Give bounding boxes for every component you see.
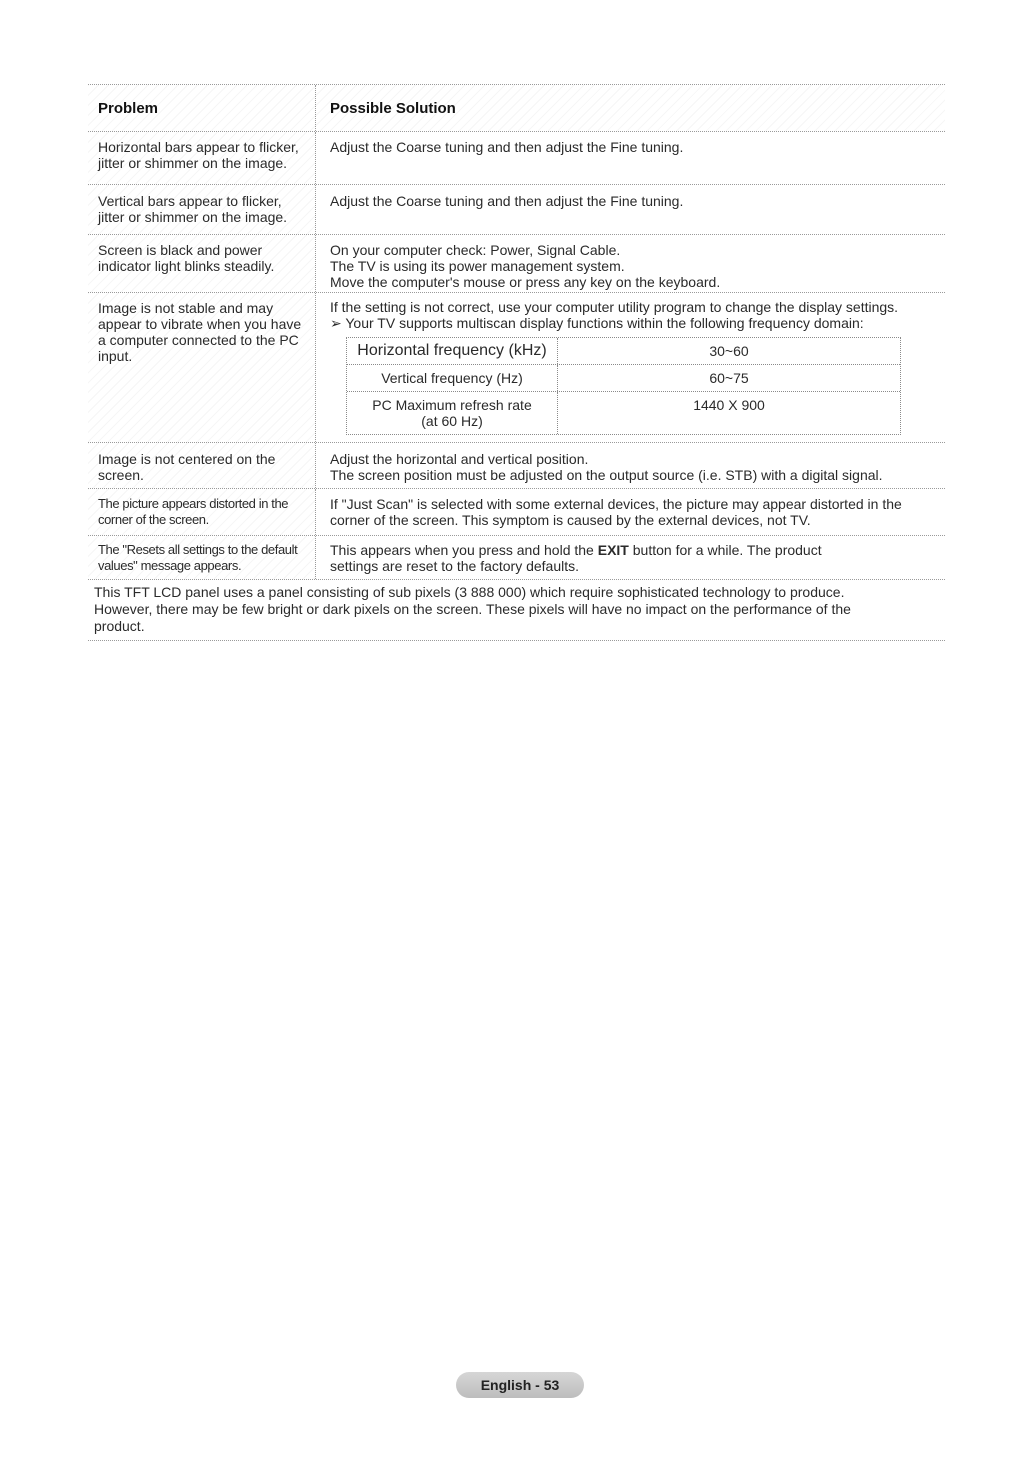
problem-cell — [88, 293, 316, 442]
solution-cell — [316, 235, 945, 292]
problem-line: screen. — [98, 467, 144, 483]
solution-line: corner of the screen. This symptom is caused by the external devices, not TV. — [330, 512, 811, 528]
problem-line: jitter or shimmer on the image. — [98, 155, 288, 171]
table-header — [88, 84, 945, 132]
solution-cell — [316, 489, 945, 535]
problem-cell — [88, 185, 316, 234]
problem-line: Image is not centered on the — [98, 451, 276, 467]
frequency-value: 30~60 — [709, 343, 749, 359]
solution-line — [330, 542, 945, 558]
problem-line: appear to vibrate when you have — [98, 316, 302, 332]
frequency-label: Vertical frequency (Hz) — [347, 365, 558, 391]
solution-text: button for a while. The product — [628, 542, 822, 558]
solution-cell — [316, 443, 945, 488]
troubleshooting-table — [88, 84, 945, 641]
solution-line: The screen position must be adjusted on the output source (i.e. STB) with a digital signal. — [330, 467, 883, 483]
solution-text: This appears when you press and hold the — [330, 542, 598, 558]
solution-line: settings are reset to the factory defaults. — [330, 558, 580, 574]
problem-line: a computer connected to the PC — [98, 332, 299, 348]
table-row — [88, 293, 945, 443]
problem-cell — [88, 132, 316, 184]
problem-line: corner of the screen. — [98, 512, 209, 527]
problem-cell — [88, 489, 316, 535]
solution-line: ➢ Your TV supports multiscan display functions within the following frequency domain: — [330, 315, 864, 331]
problem-cell — [88, 443, 316, 488]
table-row — [88, 132, 945, 185]
problem-line: Image is not stable and may — [98, 300, 274, 316]
solution-line: Adjust the Coarse tuning and then adjust the Fine tuning. — [330, 139, 684, 155]
solution-line: If "Just Scan" is selected with some external devices, the picture may appear distorted in the — [330, 496, 902, 512]
header-problem: Problem — [88, 85, 316, 131]
problem-line: indicator light blinks steadily. — [98, 258, 275, 274]
table-row — [88, 185, 945, 235]
note-line: This TFT LCD panel uses a panel consisting of sub pixels (3 888 000) which require sophisticated technology to produce. — [94, 584, 845, 600]
note-line: However, there may be few bright or dark pixels on the screen. These pixels will have no impact on the performance of the — [94, 601, 851, 617]
table-row — [88, 536, 945, 580]
frequency-value: 1440 X 900 — [693, 397, 765, 413]
frequency-label: Horizontal frequency (kHz) — [347, 338, 558, 364]
problem-line: values" message appears. — [98, 558, 242, 573]
solution-line: Adjust the horizontal and vertical position. — [330, 451, 589, 467]
problem-line: input. — [98, 348, 133, 364]
solution-line: The TV is using its power management system. — [330, 258, 625, 274]
solution-line: Adjust the Coarse tuning and then adjust the Fine tuning. — [330, 193, 684, 209]
table-row — [88, 489, 945, 536]
problem-line: Horizontal bars appear to flicker, — [98, 139, 299, 155]
solution-line: On your computer check: Power, Signal Cable. — [330, 242, 621, 258]
solution-cell — [316, 536, 945, 579]
problem-cell — [88, 536, 316, 579]
problem-line: Screen is black and power — [98, 242, 263, 258]
pixel-note — [88, 580, 945, 641]
solution-cell — [316, 185, 945, 234]
solution-cell — [316, 293, 945, 442]
problem-line: The "Resets all settings to the default — [98, 542, 298, 557]
problem-line: jitter or shimmer on the image. — [98, 209, 288, 225]
frequency-label: PC Maximum refresh rate — [372, 397, 532, 413]
note-line: product. — [94, 618, 145, 634]
problem-line: The picture appears distorted in the — [98, 496, 289, 511]
solution-line: Move the computer's mouse or press any key on the keyboard. — [330, 274, 721, 290]
problem-cell — [88, 235, 316, 292]
frequency-row — [347, 338, 900, 365]
page-number-badge: English - 53 — [456, 1372, 584, 1398]
table-row — [88, 235, 945, 293]
frequency-table — [346, 337, 901, 435]
frequency-row — [347, 392, 900, 434]
frequency-label-cell — [347, 392, 558, 434]
frequency-row — [347, 365, 900, 392]
problem-line: Vertical bars appear to flicker, — [98, 193, 282, 209]
solution-cell — [316, 132, 945, 184]
header-solution: Possible Solution — [316, 85, 945, 131]
exit-key-label: EXIT — [597, 542, 629, 558]
table-row — [88, 443, 945, 489]
solution-line: If the setting is not correct, use your computer utility program to change the display settings. — [330, 299, 899, 315]
frequency-label-sub: (at 60 Hz) — [421, 413, 483, 429]
frequency-value: 60~75 — [709, 370, 749, 386]
